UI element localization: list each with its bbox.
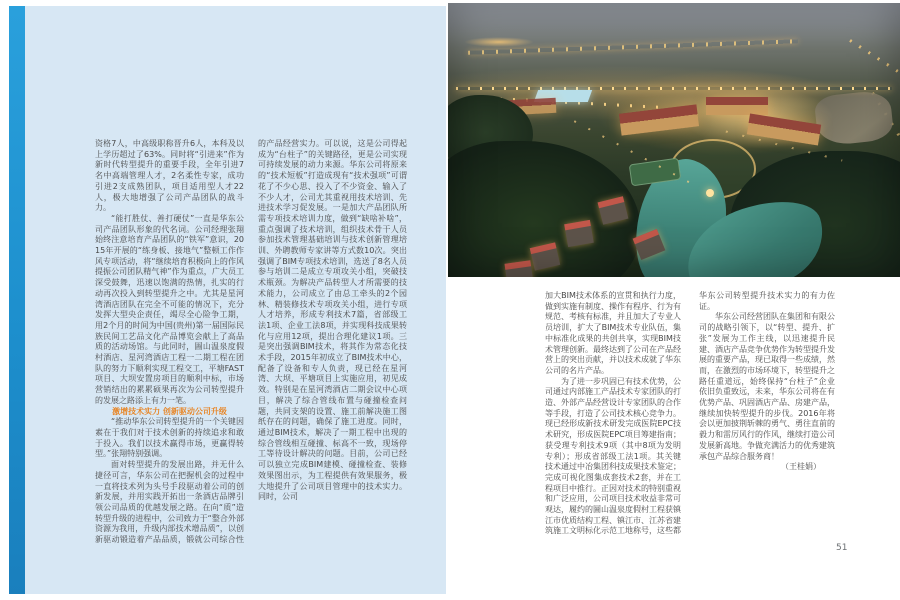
paragraph: “推动华东公司转型提升的一个关键因素在于我们对于技术创新的持续追求和敢于投入。我们以技术赢得市场，更赢得转型。”张翔特别强调。 [95,417,244,459]
paragraph: 资格7人，中高级职称晋升6人，本科及以上学历超过了63%。同时将“引进来”作为新时代转型提升的重要手段，全年引进7名中高端管理人才，2名柔性专家，成功引进2支成熟团队，项目适用型人才22人，极大地增强了公司产品团队的战斗力。 [95,139,244,213]
byline: （王桂娟） [781,462,821,472]
paragraph: 面对转型提升的发展出路，并无什么捷径可言，华东公司在把握机会的过程中一直将技术列为头号手段驱动着公司的创新发展，并用实践开拓出一条酒店品牌引领公司品质的优越发展之路。在向“质”造转型升级的进程中，公司致力于“整合外部资源为我用，升级内部技术增品质”，以创新驱动锻造着产品品质，锻就公司综合性的产品经营实力。可以说，这是公司得起成为“台柱子”的关键路径，更是公司实现可持续发展的动力来源。华东公司将原来的“技术短板”打造成现有“技术强项”可谓花了不少心思、投入了不少资金、输入了不少人才，公司尤其重视用技术培训、先进技术学习促发展。一是加大产品团队所需专项技术培训力度，做到“缺啥补啥”，重点强调了技术培训，组织技术骨干人员参加技术管理基础培训与技术创新管理培训、外聘教师专家讲等方式数10次。突出强调了BIM专项技术培训，选送了8名人员参与培训二是成立专项攻关小组，突破技术瓶颈。为解决产品转型人才所需要的技术能力，公司成立了由总工牵头的2个园林、精装修技术专项攻关小组，进行专项人才培养，形成专利技术7篇，省部级工法1项、企业工法8项，并实现科技成果转化与应用12项，提出合理化建议1项。三是突出强调BIM技术，将其作为常态化技术手段，2015年初成立了BIM技术中心，配备了设备和专人负责，现已经在星河湾、大坝、平塘项目上实施应用，初见成效。特别是在星河湾酒店二期会议中心项目，解决了综合管线布置与碰撞检查问题，共同支架的设置、施工前解决施工图纸存在的问题，确保了施工进度。同时，通过BIM技术，解决了一期工程中出现的综合管线相互碰撞、标高不一致，现场停工等待设计解决的问题。目前，公司已经可以独立完成BIM建模、碰撞检查、装修效果图出示，为工程提供有效果服务，极大地提升了公司项目管理中的技术实力。同时，公司 [95,139,407,545]
left-page [25,6,446,594]
paragraph: 华东公司经营团队在集团和有限公司的战略引领下，以“转型、提升、扩张”发展为工作主线，以迅速提升民建、酒店产品竞争优势作为转型提升发展的重要产品，现已取得一些成绩，然而，在激烈的市场环境下，转型提升之路任重道远，始终保持“台柱子”企业依旧负重致远，未来，华东公司将在有优势产品、巩固酒店产品、房建产品，继续加快转型提升的步伐。2016年将会以更加披荆斩棘的勇气、勇往直前的毅力和雷厉风行的作风，继续打造公司发展新高地。争做充满活力的优秀建筑承包产品综合服务商！ [699,312,835,461]
aerial-night-photo [448,3,900,277]
left-accent-bar [9,6,25,594]
right-page-text [545,291,835,549]
paragraph: 为了进一步巩固已有技术优势，公司通过内部施工产品技术专家团队的打造、外部产品经营设计专家团队的合作等手段，打造了公司技术核心竞争力。现已经形成新技术研发完成医院EPC技术研究，形成医院EPC项目筹建指南；获受理专利技术9项（其中8项为发明专利）；形成省部级工法1项。其关键技术通过中冶集团科技成果技术鉴定；完成可视化图集成套技术2套，并在工程项目中推行。正因对技术的特别重视和广泛应用，公司项目技术收益非常可观达，履约的圌山温泉度假村工程获镇江市优质结构工程、镇江市、江苏省建筑施工文明标化示范工地称号，这些都华东公司转型提升技术实力的有力佐证。 [545,291,835,536]
section-heading: 激增技术实力 创新驱动公司升级 [112,406,227,416]
page-number: 51 [836,543,848,553]
paragraph: “能打胜仗、善打硬仗”一直是华东公司产品团队形象的代名词。公司经理张翔始终注意培育产品团队的“铁军”意识，2015年开展的“练身板、接地气”整顿工作作风专项活动，将“继续培育积极向上的作风 提振公司团队精气神”作为重点，广大员工深受鼓舞，迅速以饱满的热情，扎实的行动再次投入到转型提升之中。尤其是星河湾酒店团队在完全不可能的情况下，充分发挥大型央企责任，竭尽全心险争工期，用2个月的时间为中国(贵州)第一届国际民族民间工艺品文化产品博览会献上了高品质的活动场馆。与此同时，圌山温泉度假村酒店、星河湾酒店工程一二期工程在团队的努力下顺利实现工程交工，平塘FAST项目、大坝安置房项目的顺利中标，市场营销结出的累累硕果再次为公司转型提升的发展之路添上有力一笔。 [95,213,244,405]
left-page-text [95,139,407,549]
photo-vignette [448,3,900,277]
right-page [446,0,900,600]
paragraph: 加大BIM技术体系的宣贯和执行力度，做到实施有制度、操作有程序、行为有规范、考核有标准，并且加大了专业人员培训，扩大了BIM技术专业队伍，集中标准化成果的共创共享，实现BIM技术管理创新。最终达到了公司在产品经营上的突出贡献，并以技术成就了华东公司的名片产品。 [545,291,681,375]
